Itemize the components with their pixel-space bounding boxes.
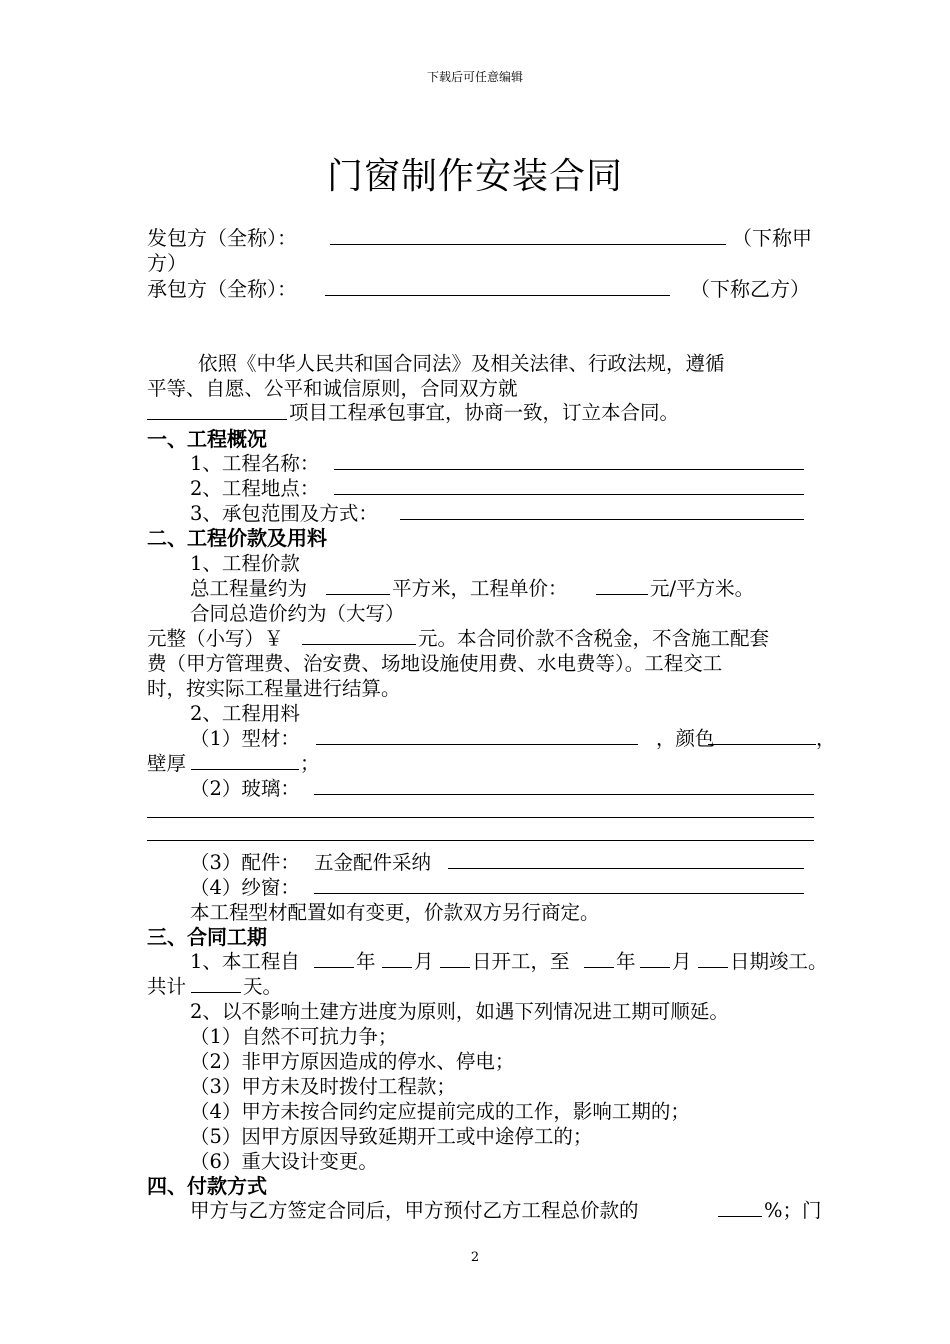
extension-case-1: （1）自然不可抗力争； <box>190 1025 398 1048</box>
intro-line-2: 平等、自愿、公平和诚信原则，合同双方就 <box>147 377 518 400</box>
extension-case-6: （6）重大设计变更。 <box>190 1150 378 1173</box>
extension-case-3: （3）甲方未及时拨付工程款； <box>190 1075 456 1098</box>
wall-thickness-label: 壁厚 <box>147 752 187 775</box>
start-month-blank[interactable] <box>382 967 412 968</box>
party-a-suffix-cont: 方） <box>147 251 187 275</box>
end-day-label: 日期竣工。 <box>730 950 828 973</box>
glass-blank-3[interactable] <box>147 840 814 841</box>
scope-label: 3、承包范围及方式： <box>190 502 378 525</box>
quantity-label: 总工程量约为 <box>190 577 308 600</box>
intro-line-1: 依照《中华人民共和国合同法》及相关法律、行政法规，遵循 <box>198 352 725 375</box>
screen-label: （4）纱窗： <box>190 876 300 899</box>
unit-price-unit: 元/平方米。 <box>650 577 755 600</box>
wall-thickness-end: ； <box>300 752 320 775</box>
party-a-blank[interactable] <box>330 244 726 245</box>
section-3-heading: 三、合同工期 <box>147 925 267 949</box>
color-comma: ， <box>816 727 836 750</box>
quantity-blank[interactable] <box>326 594 390 595</box>
project-location-label: 2、工程地点： <box>190 477 320 500</box>
total-price-small-blank[interactable] <box>302 644 416 645</box>
end-month-label: 月 <box>672 950 692 973</box>
fittings-blank[interactable] <box>448 868 804 869</box>
end-year-label: 年 <box>616 950 636 973</box>
color-label: ，颜色 <box>656 727 715 750</box>
start-year-label: 年 <box>356 950 376 973</box>
page-number: 2 <box>470 1250 480 1265</box>
section-1-heading: 一、工程概况 <box>147 427 267 451</box>
section-2-heading: 二、工程价款及用料 <box>147 526 327 550</box>
section-4-heading: 四、付款方式 <box>147 1174 267 1198</box>
glass-label: （2）玻璃： <box>190 777 300 800</box>
extension-rule: 2、以不影响土建方进度为原则，如遇下列情况进工期可顺延。 <box>190 1000 729 1023</box>
extension-case-2: （2）非甲方原因造成的停水、停电； <box>190 1050 515 1073</box>
start-day-blank[interactable] <box>440 967 470 968</box>
advance-percent-suffix: %；门 <box>764 1199 822 1222</box>
end-year-blank[interactable] <box>584 967 614 968</box>
start-month-label: 月 <box>414 950 434 973</box>
duration-label: 共计 <box>147 975 187 998</box>
unit-price-label: 平方米，工程单价： <box>392 577 568 600</box>
material-change-note: 本工程型材配置如有变更，价款双方另行商定。 <box>190 901 600 924</box>
fee-note-line: 费（甲方管理费、治安费、场地设施使用费、水电费等）。工程交工 <box>147 652 723 675</box>
intro-line-3: 项目工程承包事宜，协商一致，订立本合同。 <box>289 401 680 424</box>
profile-blank[interactable] <box>316 744 638 745</box>
wall-thickness-blank[interactable] <box>191 769 299 770</box>
start-day-label: 日开工，至 <box>472 950 570 973</box>
project-name-label: 1、工程名称： <box>190 452 320 475</box>
duration-blank[interactable] <box>191 992 241 993</box>
document-title: 门窗制作安装合同 <box>326 156 623 197</box>
end-day-blank[interactable] <box>698 967 728 968</box>
party-b-label: 承包方（全称）： <box>147 277 297 301</box>
project-location-field[interactable] <box>334 494 804 495</box>
extension-case-5: （5）因甲方原因导致延期开工或中途停工的； <box>190 1125 593 1148</box>
profile-label: （1）型材： <box>190 727 300 750</box>
materials-subheading: 2、工程用料 <box>190 702 300 725</box>
extension-case-4: （4）甲方未按合同约定应提前完成的工作，影响工期的； <box>190 1100 690 1123</box>
total-price-uppercase-label: 合同总造价约为（大写） <box>190 602 405 625</box>
party-a-suffix: （下称甲 <box>732 226 812 250</box>
party-b-suffix: （下称乙方） <box>690 277 810 301</box>
settlement-line: 时，按实际工程量进行结算。 <box>147 677 401 700</box>
fittings-value: 五金配件采纳 <box>314 851 432 874</box>
unit-price-blank[interactable] <box>596 594 648 595</box>
color-blank[interactable] <box>708 744 816 745</box>
project-name-blank[interactable] <box>147 419 287 420</box>
screen-blank[interactable] <box>314 893 804 894</box>
price-subheading: 1、工程价款 <box>190 552 300 575</box>
party-b-blank[interactable] <box>325 295 670 296</box>
advance-percent-blank[interactable] <box>718 1216 762 1217</box>
start-year-blank[interactable] <box>314 967 354 968</box>
total-price-note: 元。本合同价款不含税金，不含施工配套 <box>418 627 770 650</box>
scope-field[interactable] <box>400 519 804 520</box>
advance-payment-text: 甲方与乙方签定合同后，甲方预付乙方工程总价款的 <box>190 1199 639 1222</box>
total-price-small-label: 元整（小写）￥ <box>147 627 284 650</box>
schedule-start-label: 1、本工程自 <box>190 950 300 973</box>
fittings-label: （3）配件： <box>190 851 300 874</box>
party-a-label: 发包方（全称）： <box>147 226 297 250</box>
glass-blank-1[interactable] <box>314 794 814 795</box>
project-name-field[interactable] <box>334 469 804 470</box>
end-month-blank[interactable] <box>640 967 670 968</box>
header-note: 下载后可任意编辑 <box>426 70 523 84</box>
glass-blank-2[interactable] <box>147 817 814 818</box>
duration-unit: 天。 <box>243 975 283 998</box>
